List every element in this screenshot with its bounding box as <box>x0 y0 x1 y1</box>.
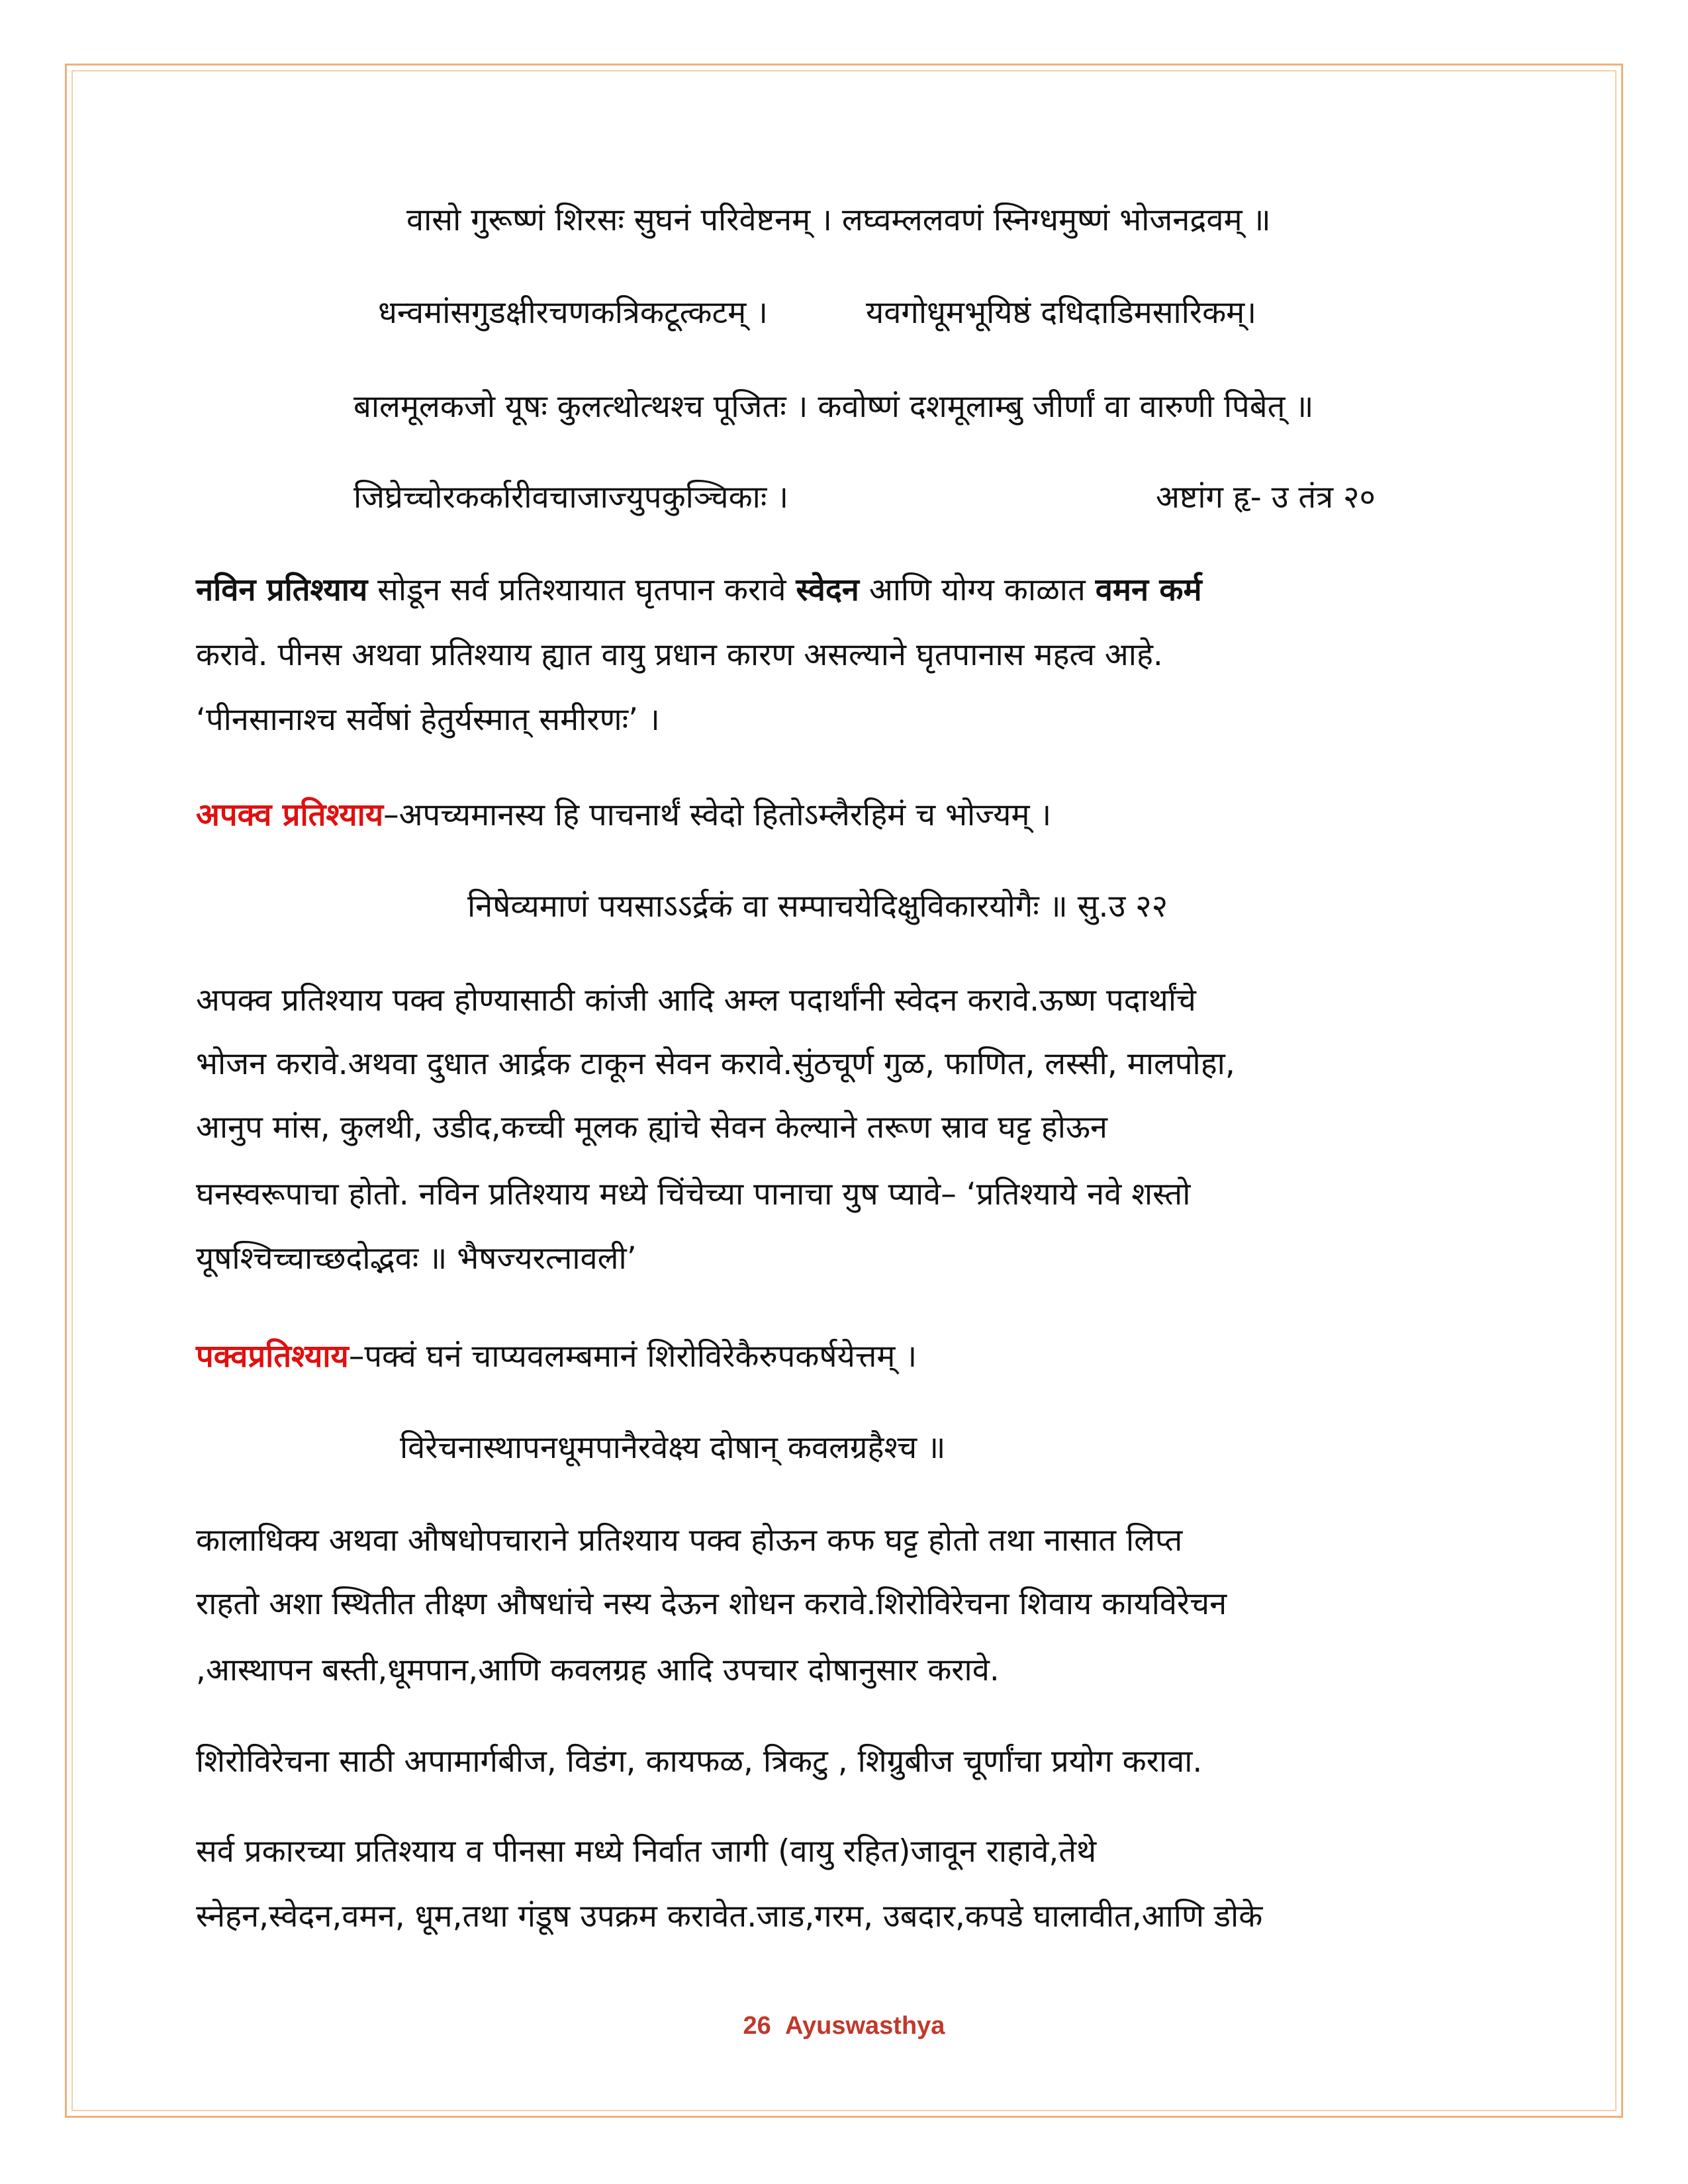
paragraph-3-line-1: कालाधिक्य अथवा औषधोपचाराने प्रतिश्याय पक्व होऊन कफ घट्ट होतो तथा नासात लिप्त <box>196 1522 1183 1559</box>
apakva-verse-1: –अपच्यमानस्य हि पाचनार्थं स्वेदो हितोऽम्लैरहिमं च भोज्यम् । <box>383 797 1052 833</box>
pakva-heading-line <box>196 1337 917 1377</box>
paragraph-2-line-5: यूषश्चिच्चाच्छदोद्भवः ॥ भैषज्यरत्नावली’ <box>196 1240 637 1277</box>
paragraph-1-line-3: ‘पीनसानाश्च सर्वेषां हेतुर्यस्मात् समीरणः’ । <box>196 702 660 738</box>
pakva-verse-2: विरेचनास्थापनधूमपानैरवेक्ष्य दोषान् कवलग्रहैश्च ॥ <box>400 1430 946 1466</box>
verse-line-2b: यवगोधूमभूयिष्ठं दधिदाडिमसारिकम्। <box>866 295 1257 331</box>
term-navin-pratishyay: नविन प्रतिश्याय <box>196 572 368 608</box>
term-swedan: स्वेदन <box>796 572 859 608</box>
verse-line-2a: धन्वमांसगुडक्षीरचणकत्रिकटूत्कटम् । <box>378 295 768 331</box>
paragraph-5-line-2: स्नेहन,स्वेदन,वमन, धूम,तथा गंडूष उपक्रम करावेत.जाड,गरम, उबदार,कपडे घालावीत,आणि डोके <box>196 1898 1263 1934</box>
apakva-heading-line <box>196 796 1051 835</box>
apakva-heading: अपक्व प्रतिश्याय <box>196 797 384 833</box>
paragraph-2-line-4: घनस्वरूपाचा होतो. नविन प्रतिश्याय मध्ये चिंचेच्या पानाचा युष प्यावे– ‘प्रतिश्याये नवे शस्तो <box>196 1176 1191 1212</box>
page-footer <box>0 2012 1688 2040</box>
term-vaman-karma: वमन कर्म <box>1095 572 1202 608</box>
paragraph-2-line-2: भोजन करावे.अथवा दुधात आर्द्रक टाकून सेवन करावे.सुंठचूर्ण गुळ, फाणित, लस्सी, मालपोहा, <box>196 1046 1235 1082</box>
pakva-verse-1: –पक्वं घनं चाप्यवलम्बमानं शिरोविरेकैरुपकर्षयेत्तम् । <box>348 1338 917 1375</box>
verse-line-4: जिघ्रेच्चोरकर्कारीवचाजाज्युपकुञ्चिकाः । <box>353 479 789 516</box>
verse-line-1: वासो गुरूष्णं शिरसः सुघनं परिवेष्टनम् । लघ्वम्ललवणं स्निग्धमुष्णं भोजनद्रवम् ॥ <box>406 202 1271 238</box>
paragraph-3-line-2: राहतो अशा स्थितीत तीक्ष्ण औषधांचे नस्य देऊन शोधन करावे.शिरोविरेचना शिवाय कायविरेचन <box>196 1586 1227 1622</box>
page-border-inner <box>71 70 1617 2111</box>
verse-line-3: बालमूलकजो यूषः कुलत्थोत्थश्च पूजितः । कवोष्णं दशमूलाम्बु जीर्णां वा वारुणी पिबेत् ॥ <box>353 388 1314 425</box>
paragraph-2-line-1: अपक्व प्रतिश्याय पक्व होण्यासाठी कांजी आदि अम्ल पदार्थांनी स्वेदन करावे.ऊष्ण पदार्थांचे <box>196 982 1196 1019</box>
paragraph-5-line-1: सर्व प्रकारच्या प्रतिश्याय व पीनसा मध्ये निर्वात जागी (वायु रहित)जावून राहावे,तेथे <box>196 1833 1097 1870</box>
paragraph-1-line-1 <box>196 570 1202 610</box>
page-number: 26 <box>743 2012 771 2040</box>
footer-title: Ayuswasthya <box>784 2012 945 2040</box>
paragraph-2-line-3: आनुप मांस, कुलथी, उडीद,कच्ची मूलक ह्यांचे सेवन केल्याने तरूण स्राव घट्ट होऊन <box>196 1109 1107 1146</box>
paragraph-1-text-b: आणि योग्य काळात <box>859 572 1096 608</box>
paragraph-3-line-3: ,आस्थापन बस्ती,धूमपान,आणि कवलग्रह आदि उपचार दोषानुसार करावे. <box>196 1652 1000 1688</box>
verse-reference-ashtang: अष्टांग हृ- उ तंत्र २० <box>1156 479 1376 516</box>
paragraph-4-line-1: शिरोविरेचना साठी अपामार्गबीज, विडंग, कायफळ, त्रिकटु , शिग्रुबीज चूर्णांचा प्रयोग करावा. <box>196 1743 1203 1780</box>
paragraph-1-text-a: सोडून सर्व प्रतिश्यायात घृतपान करावे <box>367 572 796 608</box>
pakva-heading: पक्वप्रतिश्याय <box>196 1338 349 1375</box>
apakva-verse-2: निषेव्यमाणं पयसाऽऽर्द्रकं वा सम्पाचयेदिक्षुविकारयोगैः ॥ सु.उ २२ <box>467 888 1168 925</box>
paragraph-1-line-2: करावे. पीनस अथवा प्रतिश्याय ह्यात वायु प्रधान कारण असल्याने घृतपानास महत्व आहे. <box>196 637 1163 673</box>
